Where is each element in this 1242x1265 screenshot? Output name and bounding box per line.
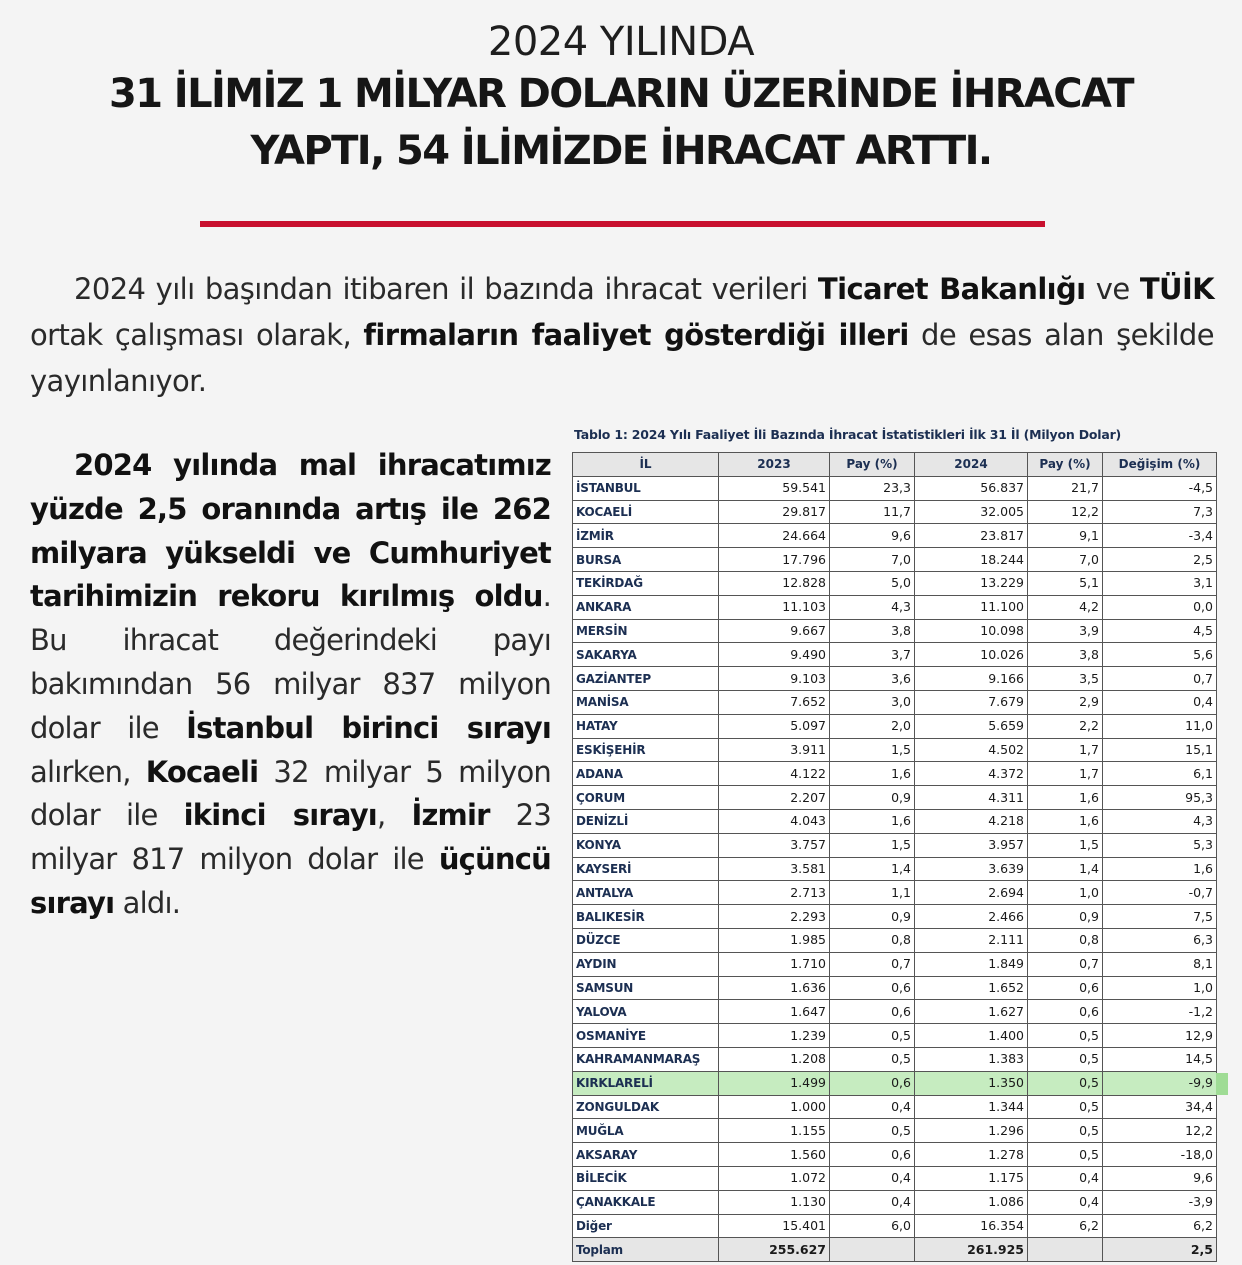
province-cell: ANTALYA <box>573 881 719 905</box>
value-cell: 2.111 <box>915 928 1028 952</box>
value-cell: 3.757 <box>719 833 830 857</box>
value-cell: 59.541 <box>719 476 830 500</box>
table-row <box>573 1000 1217 1024</box>
province-cell: AYDIN <box>573 952 719 976</box>
value-cell: 0,4 <box>830 1095 915 1119</box>
intro-paragraph: 2024 yılı başından itibaren il bazında ihracat verileri Ticaret Bakanlığı ve TÜİK ortak çalışması olarak, firmaların faaliyet gösterdiği illeri de esas alan şekilde yayınlanıyor. <box>30 272 1215 398</box>
value-cell: 1.350 <box>915 1071 1028 1095</box>
value-cell: 4.502 <box>915 738 1028 762</box>
table-row <box>573 1071 1217 1095</box>
table-row <box>573 762 1217 786</box>
value-cell: 16.354 <box>915 1214 1028 1238</box>
value-cell: -0,7 <box>1103 881 1217 905</box>
value-cell: 34,4 <box>1103 1095 1217 1119</box>
table-row <box>573 786 1217 810</box>
value-cell: 1.344 <box>915 1095 1028 1119</box>
value-cell: 2.293 <box>719 905 830 929</box>
value-cell: 4.122 <box>719 762 830 786</box>
value-cell: 8,1 <box>1103 952 1217 976</box>
value-cell: 1.086 <box>915 1190 1028 1214</box>
value-cell: 6,0 <box>830 1214 915 1238</box>
value-cell: 5,6 <box>1103 643 1217 667</box>
value-cell: 32.005 <box>915 500 1028 524</box>
highlight-marker <box>1216 1073 1228 1095</box>
value-cell: 7.679 <box>915 690 1028 714</box>
table-row <box>573 809 1217 833</box>
export-table <box>572 452 1217 1262</box>
value-cell: 1.155 <box>719 1119 830 1143</box>
province-cell: KIRKLARELİ <box>573 1071 719 1095</box>
table-row <box>573 524 1217 548</box>
table-row <box>573 952 1217 976</box>
province-cell: ESKİŞEHİR <box>573 738 719 762</box>
value-cell: 4.218 <box>915 809 1028 833</box>
province-cell: KAHRAMANMARAŞ <box>573 1047 719 1071</box>
table-row <box>573 595 1217 619</box>
value-cell: 0,8 <box>1028 928 1103 952</box>
province-cell: DÜZCE <box>573 928 719 952</box>
table-row <box>573 1190 1217 1214</box>
value-cell: 24.664 <box>719 524 830 548</box>
value-cell: 4.372 <box>915 762 1028 786</box>
value-cell: 0,6 <box>1028 976 1103 1000</box>
value-cell: 6,3 <box>1103 928 1217 952</box>
value-cell: 12,2 <box>1103 1119 1217 1143</box>
value-cell: 3,9 <box>1028 619 1103 643</box>
value-cell: 9,6 <box>830 524 915 548</box>
value-cell: 1.130 <box>719 1190 830 1214</box>
table-caption: Tablo 1: 2024 Yılı Faaliyet İli Bazında İhracat İstatistikleri İlk 31 İl (Milyon Dolar) <box>574 427 1122 442</box>
value-cell: -9,9 <box>1103 1071 1217 1095</box>
value-cell: 2.713 <box>719 881 830 905</box>
value-cell: 9.490 <box>719 643 830 667</box>
table-row <box>573 1214 1217 1238</box>
column-header: Pay (%) <box>830 453 915 477</box>
value-cell: 0,6 <box>830 1143 915 1167</box>
headline-main-1: 31 İLİMİZ 1 MİLYAR DOLARIN ÜZERİNDE İHRACAT <box>109 71 1133 117</box>
province-cell: SAMSUN <box>573 976 719 1000</box>
value-cell: 2,5 <box>1103 548 1217 572</box>
value-cell: 56.837 <box>915 476 1028 500</box>
province-cell: ÇORUM <box>573 786 719 810</box>
province-cell: İZMİR <box>573 524 719 548</box>
value-cell: 5,0 <box>830 571 915 595</box>
province-cell: KAYSERİ <box>573 857 719 881</box>
province-cell: BALIKESİR <box>573 905 719 929</box>
value-cell: 0,0 <box>1103 595 1217 619</box>
value-cell: 9.166 <box>915 667 1028 691</box>
value-cell: 0,4 <box>830 1190 915 1214</box>
column-header: Değişim (%) <box>1103 453 1217 477</box>
province-cell: BURSA <box>573 548 719 572</box>
table-row <box>573 833 1217 857</box>
province-cell: İSTANBUL <box>573 476 719 500</box>
province-cell: MERSİN <box>573 619 719 643</box>
value-cell: 12,2 <box>1028 500 1103 524</box>
province-cell: ÇANAKKALE <box>573 1190 719 1214</box>
value-cell: 9.667 <box>719 619 830 643</box>
table-row <box>573 976 1217 1000</box>
value-cell: 2,2 <box>1028 714 1103 738</box>
value-cell: 6,1 <box>1103 762 1217 786</box>
province-cell: YALOVA <box>573 1000 719 1024</box>
value-cell: 13.229 <box>915 571 1028 595</box>
value-cell: 261.925 <box>915 1238 1028 1262</box>
value-cell: 0,7 <box>1028 952 1103 976</box>
value-cell: 1,6 <box>830 762 915 786</box>
value-cell: 0,4 <box>1103 690 1217 714</box>
table-row <box>573 1095 1217 1119</box>
value-cell: 1,1 <box>830 881 915 905</box>
value-cell: 1,7 <box>1028 762 1103 786</box>
value-cell: 0,5 <box>1028 1143 1103 1167</box>
province-cell: GAZİANTEP <box>573 667 719 691</box>
value-cell: 4,5 <box>1103 619 1217 643</box>
value-cell: 1,6 <box>1028 809 1103 833</box>
value-cell: 1.652 <box>915 976 1028 1000</box>
value-cell: 1,6 <box>1103 857 1217 881</box>
table-row <box>573 1143 1217 1167</box>
value-cell: 1,0 <box>1028 881 1103 905</box>
value-cell: 5.659 <box>915 714 1028 738</box>
table-row <box>573 643 1217 667</box>
province-cell: MUĞLA <box>573 1119 719 1143</box>
value-cell: 1.560 <box>719 1143 830 1167</box>
table-row <box>573 1119 1217 1143</box>
value-cell: 1.647 <box>719 1000 830 1024</box>
body-paragraph: 2024 yılında mal ihracatımız yüzde 2,5 oranında artış ile 262 milyara yükseldi ve Cumhuriyet tarihimizin rekoru kırılmış oldu. Bu ihracat değerindeki payı bakımından 56 milyar 837 milyon dolar ile İstanbul birinci sırayı alırken, Kocaeli 32 milyar 5 milyon dolar ile ikinci sırayı, İzmir 23 milyar 817 milyon dolar ile üçüncü sırayı aldı. <box>30 448 551 920</box>
value-cell: 1,4 <box>1028 857 1103 881</box>
table-row <box>573 857 1217 881</box>
value-cell: 1,5 <box>1028 833 1103 857</box>
value-cell: 12.828 <box>719 571 830 595</box>
value-cell: 14,5 <box>1103 1047 1217 1071</box>
value-cell: 0,7 <box>1103 667 1217 691</box>
value-cell: -4,5 <box>1103 476 1217 500</box>
province-cell: BİLECİK <box>573 1166 719 1190</box>
value-cell: 15,1 <box>1103 738 1217 762</box>
value-cell: 1.499 <box>719 1071 830 1095</box>
value-cell: 5.097 <box>719 714 830 738</box>
table-row <box>573 690 1217 714</box>
value-cell: 6,2 <box>1103 1214 1217 1238</box>
value-cell: 6,2 <box>1028 1214 1103 1238</box>
value-cell: 12,9 <box>1103 1024 1217 1048</box>
value-cell: 0,5 <box>1028 1047 1103 1071</box>
value-cell: 1.400 <box>915 1024 1028 1048</box>
value-cell: 11.100 <box>915 595 1028 619</box>
value-cell: 1.383 <box>915 1047 1028 1071</box>
value-cell: 10.026 <box>915 643 1028 667</box>
value-cell: 7,0 <box>1028 548 1103 572</box>
table-row <box>573 571 1217 595</box>
value-cell: 0,5 <box>1028 1095 1103 1119</box>
value-cell: 3,7 <box>830 643 915 667</box>
table-row <box>573 619 1217 643</box>
value-cell: 1.849 <box>915 952 1028 976</box>
value-cell: 1.636 <box>719 976 830 1000</box>
value-cell: 0,8 <box>830 928 915 952</box>
red-divider <box>200 221 1045 227</box>
headline <box>0 18 1242 180</box>
value-cell: 0,6 <box>1028 1000 1103 1024</box>
value-cell: 11,0 <box>1103 714 1217 738</box>
value-cell: 95,3 <box>1103 786 1217 810</box>
value-cell: 0,7 <box>830 952 915 976</box>
value-cell: 1.710 <box>719 952 830 976</box>
value-cell: 0,5 <box>830 1047 915 1071</box>
value-cell: 2.207 <box>719 786 830 810</box>
value-cell: 9,1 <box>1028 524 1103 548</box>
value-cell: 9,6 <box>1103 1166 1217 1190</box>
value-cell: 10.098 <box>915 619 1028 643</box>
value-cell: 1.208 <box>719 1047 830 1071</box>
province-cell: AKSARAY <box>573 1143 719 1167</box>
value-cell: 2,0 <box>830 714 915 738</box>
headline-main-2: YAPTI, 54 İLİMİZDE İHRACAT ARTTI. <box>250 128 992 174</box>
value-cell: 5,3 <box>1103 833 1217 857</box>
table-row <box>573 714 1217 738</box>
value-cell: 1,5 <box>830 833 915 857</box>
value-cell: 0,4 <box>1028 1190 1103 1214</box>
value-cell: 1,4 <box>830 857 915 881</box>
province-cell: SAKARYA <box>573 643 719 667</box>
value-cell: 4.043 <box>719 809 830 833</box>
province-cell: MANİSA <box>573 690 719 714</box>
province-cell: KOCAELİ <box>573 500 719 524</box>
value-cell: 23.817 <box>915 524 1028 548</box>
value-cell: 0,5 <box>1028 1024 1103 1048</box>
table-row <box>573 1024 1217 1048</box>
value-cell: 7,3 <box>1103 500 1217 524</box>
value-cell: 2.466 <box>915 905 1028 929</box>
table-header-row <box>573 453 1217 477</box>
value-cell: 29.817 <box>719 500 830 524</box>
value-cell: 0,4 <box>830 1166 915 1190</box>
value-cell: 0,5 <box>830 1024 915 1048</box>
province-cell: ADANA <box>573 762 719 786</box>
value-cell: 3.581 <box>719 857 830 881</box>
value-cell: 0,9 <box>1028 905 1103 929</box>
value-cell: 3,5 <box>1028 667 1103 691</box>
value-cell: -1,2 <box>1103 1000 1217 1024</box>
value-cell: 3.957 <box>915 833 1028 857</box>
value-cell: -3,4 <box>1103 524 1217 548</box>
table-row <box>573 1047 1217 1071</box>
value-cell: 0,5 <box>830 1119 915 1143</box>
table-row <box>573 500 1217 524</box>
value-cell: 5,1 <box>1028 571 1103 595</box>
table-row <box>573 548 1217 572</box>
value-cell: -18,0 <box>1103 1143 1217 1167</box>
province-cell: HATAY <box>573 714 719 738</box>
value-cell: 0,5 <box>1028 1119 1103 1143</box>
value-cell: 0,6 <box>830 976 915 1000</box>
value-cell: 0,6 <box>830 1000 915 1024</box>
province-cell: ZONGULDAK <box>573 1095 719 1119</box>
value-cell: 1.278 <box>915 1143 1028 1167</box>
value-cell: -3,9 <box>1103 1190 1217 1214</box>
value-cell: 3,1 <box>1103 571 1217 595</box>
province-cell: DENİZLİ <box>573 809 719 833</box>
province-cell: OSMANİYE <box>573 1024 719 1048</box>
value-cell: 1.627 <box>915 1000 1028 1024</box>
value-cell: 1,5 <box>830 738 915 762</box>
column-header: İL <box>573 453 719 477</box>
value-cell: 18.244 <box>915 548 1028 572</box>
column-header: 2024 <box>915 453 1028 477</box>
value-cell: 3,8 <box>1028 643 1103 667</box>
value-cell: 1,6 <box>1028 786 1103 810</box>
value-cell: 1.239 <box>719 1024 830 1048</box>
table-row <box>573 1238 1217 1262</box>
value-cell: 2.694 <box>915 881 1028 905</box>
value-cell: 1.175 <box>915 1166 1028 1190</box>
value-cell: 1,6 <box>830 809 915 833</box>
table-row <box>573 1166 1217 1190</box>
value-cell: 255.627 <box>719 1238 830 1262</box>
value-cell: 11,7 <box>830 500 915 524</box>
table-row <box>573 905 1217 929</box>
value-cell: 1.072 <box>719 1166 830 1190</box>
value-cell: 3,0 <box>830 690 915 714</box>
table-body <box>573 476 1217 1261</box>
table-row <box>573 738 1217 762</box>
value-cell: 7.652 <box>719 690 830 714</box>
value-cell: 4,2 <box>1028 595 1103 619</box>
value-cell: 3.911 <box>719 738 830 762</box>
value-cell: 23,3 <box>830 476 915 500</box>
value-cell: 1.985 <box>719 928 830 952</box>
province-cell: Toplam <box>573 1238 719 1262</box>
value-cell: 1.296 <box>915 1119 1028 1143</box>
value-cell: 4,3 <box>830 595 915 619</box>
value-cell: 0,6 <box>830 1071 915 1095</box>
province-cell: Diğer <box>573 1214 719 1238</box>
column-header: Pay (%) <box>1028 453 1103 477</box>
value-cell: 3,8 <box>830 619 915 643</box>
value-cell: 1,7 <box>1028 738 1103 762</box>
value-cell: 7,5 <box>1103 905 1217 929</box>
value-cell: 3,6 <box>830 667 915 691</box>
value-cell <box>1028 1238 1103 1262</box>
province-cell: ANKARA <box>573 595 719 619</box>
table-row <box>573 476 1217 500</box>
headline-year: 2024 YILINDA <box>487 19 755 65</box>
province-cell: TEKİRDAĞ <box>573 571 719 595</box>
value-cell: 3.639 <box>915 857 1028 881</box>
table-row <box>573 667 1217 691</box>
value-cell: 7,0 <box>830 548 915 572</box>
value-cell: 4.311 <box>915 786 1028 810</box>
value-cell: 2,9 <box>1028 690 1103 714</box>
value-cell: 17.796 <box>719 548 830 572</box>
value-cell: 1,0 <box>1103 976 1217 1000</box>
value-cell: 21,7 <box>1028 476 1103 500</box>
value-cell: 0,5 <box>1028 1071 1103 1095</box>
value-cell: 1.000 <box>719 1095 830 1119</box>
export-table-panel <box>572 422 1217 1262</box>
value-cell: 9.103 <box>719 667 830 691</box>
table-row <box>573 928 1217 952</box>
value-cell: 2,5 <box>1103 1238 1217 1262</box>
value-cell: 0,4 <box>1028 1166 1103 1190</box>
value-cell: 15.401 <box>719 1214 830 1238</box>
value-cell: 11.103 <box>719 595 830 619</box>
value-cell <box>830 1238 915 1262</box>
value-cell: 0,9 <box>830 905 915 929</box>
value-cell: 4,3 <box>1103 809 1217 833</box>
column-header: 2023 <box>719 453 830 477</box>
table-row <box>573 881 1217 905</box>
value-cell: 0,9 <box>830 786 915 810</box>
province-cell: KONYA <box>573 833 719 857</box>
